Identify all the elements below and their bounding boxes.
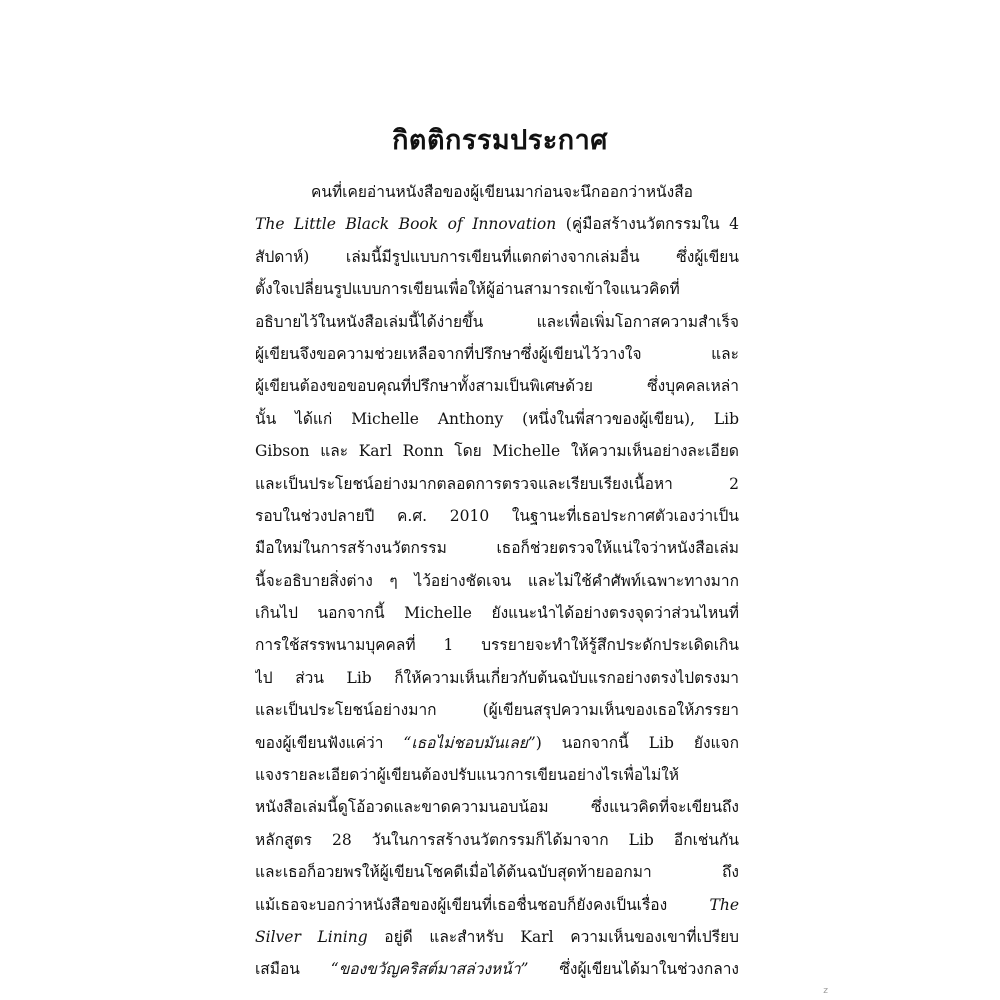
book-title-italic: The bbox=[709, 895, 739, 914]
text-line: ไป ส่วน Lib ก็ให้ความเห็นเกี่ยวกับต้นฉบับแรกอย่างตรงไปตรงมา bbox=[255, 668, 739, 687]
text-segment: อยู่ดี และสำหรับ Karl ความเห็นของเขาที่เปรียบ bbox=[367, 927, 739, 946]
text-segment: เสมือน bbox=[255, 960, 331, 979]
book-title-italic: The Little Black Book of Innovation bbox=[255, 215, 557, 234]
text-line: อธิบายไว้ในหนังสือเล่มนี้ได้ง่ายขึ้น และเพื่อเพิ่มโอกาสความสำเร็จ bbox=[255, 312, 739, 331]
text-line: การใช้สรรพนามบุคคลที่ 1 บรรยายจะทำให้รู้สึกประดักประเดิดเกิน bbox=[255, 636, 739, 655]
text-line bbox=[255, 921, 739, 953]
text-line: แจงรายละเอียดว่าผู้เขียนต้องปรับแนวการเขียนอย่างไรเพื่อไม่ให้ bbox=[255, 766, 680, 785]
text-segment: แม้เธอจะบอกว่าหนังสือของผู้เขียนที่เธอชื่นชอบก็ยังคงเป็นเรื่อง bbox=[255, 895, 710, 914]
text-line: หลักสูตร 28 วันในการสร้างนวัตกรรมก็ได้มาจาก Lib อีกเช่นกัน bbox=[255, 830, 739, 849]
quote-italic: “ของขวัญคริสต์มาสล่วงหน้า” bbox=[330, 960, 529, 979]
text-segment: ของผู้เขียนฟังแค่ว่า bbox=[255, 733, 404, 752]
text-line: นี้จะอธิบายสิ่งต่าง ๆ ไว้อย่างชัดเจน และไม่ใช้คำศัพท์เฉพาะทางมาก bbox=[255, 571, 739, 590]
text-line: เกินไป นอกจากนี้ Michelle ยังแนะนำได้อย่างตรงจุดว่าส่วนไหนที่ bbox=[255, 604, 739, 623]
page-title: กิตติกรรมประกาศ bbox=[392, 125, 608, 156]
text-line bbox=[255, 889, 739, 921]
text-line: คนที่เคยอ่านหนังสือของผู้เขียนมาก่อนจะนึกออกว่าหนังสือ bbox=[311, 183, 693, 201]
text-line: และเป็นประโยชน์อย่างมาก (ผู้เขียนสรุปความเห็นของเธอให้ภรรยา bbox=[255, 701, 739, 720]
text-line: นั้น ได้แก่ Michelle Anthony (หนึ่งในพี่สาวของผู้เขียน), Lib bbox=[255, 409, 739, 428]
page-mark: z bbox=[823, 986, 828, 996]
text-line: สัปดาห์) เล่มนี้มีรูปแบบการเขียนที่แตกต่างจากเล่มอื่น ซึ่งผู้เขียน bbox=[255, 247, 739, 266]
text-line: มือใหม่ในการสร้างนวัตกรรม เธอก็ช่วยตรวจให้แน่ใจว่าหนังสือเล่ม bbox=[255, 539, 739, 558]
text-line: ผู้เขียนต้องขอขอบคุณที่ปรึกษาทั้งสามเป็นพิเศษด้วย ซึ่งบุคคลเหล่า bbox=[255, 377, 739, 396]
body-paragraph bbox=[255, 176, 739, 986]
text-segment: ซึ่งผู้เขียนได้มาในช่วงกลาง bbox=[528, 960, 739, 979]
text-segment: ) นอกจากนี้ Lib ยังแจก bbox=[535, 733, 739, 752]
text-line: รอบในช่วงปลายปี ค.ศ. 2010 ในฐานะที่เธอประกาศตัวเองว่าเป็น bbox=[255, 506, 739, 525]
text-line bbox=[255, 953, 739, 985]
text-line: หนังสือเล่มนี้ดูโอ้อวดและขาดความนอบน้อม ซึ่งแนวคิดที่จะเขียนถึง bbox=[255, 798, 739, 817]
text-line: และเธอก็อวยพรให้ผู้เขียนโชคดีเมื่อได้ต้นฉบับสุดท้ายออกมา ถึง bbox=[255, 863, 739, 882]
text-line: ตั้งใจเปลี่ยนรูปแบบการเขียนเพื่อให้ผู้อ่านสามารถเข้าใจแนวคิดที่ bbox=[255, 280, 680, 299]
quote-italic: “เธอไม่ชอบมันเลย” bbox=[403, 733, 536, 752]
text-line: The Little Black Book of Innovation (คู่มือสร้างนวัตกรรมใน 4 bbox=[255, 215, 739, 234]
book-title-italic: Silver Lining bbox=[255, 927, 368, 946]
text-line: และเป็นประโยชน์อย่างมากตลอดการตรวจและเรียบเรียงเนื้อหา 2 bbox=[255, 474, 739, 493]
text-line bbox=[255, 727, 739, 759]
text-line: ผู้เขียนจึงขอความช่วยเหลือจากที่ปรึกษาซึ่งผู้เขียนไว้วางใจ และ bbox=[255, 344, 739, 363]
text-line: Gibson และ Karl Ronn โดย Michelle ให้ความเห็นอย่างละเอียด bbox=[255, 442, 739, 461]
